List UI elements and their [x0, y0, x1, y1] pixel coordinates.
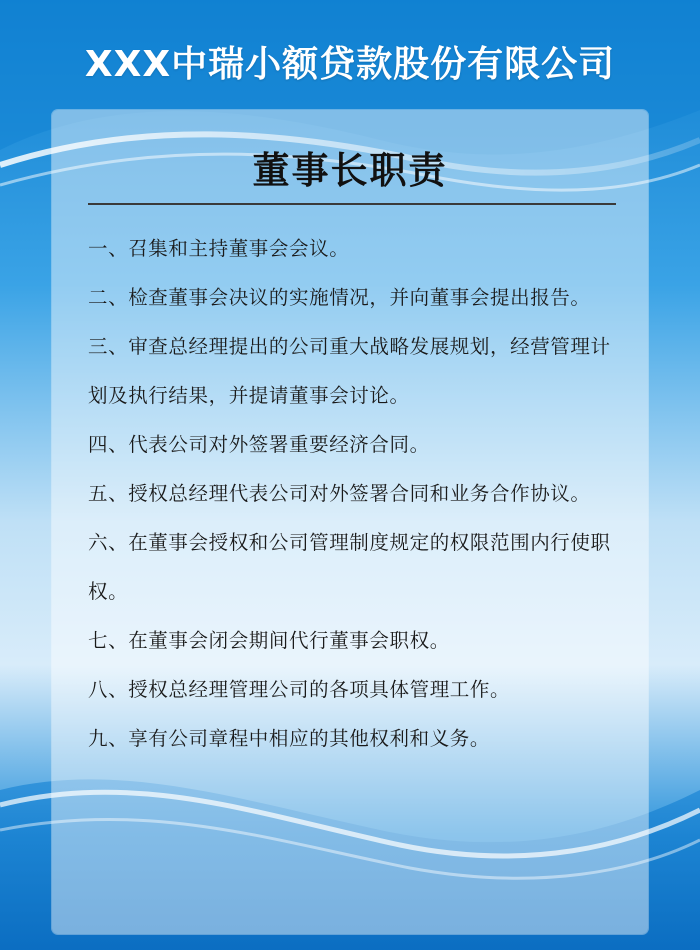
duty-item: 六、在董事会授权和公司管理制度规定的权限范围内行使职权。	[88, 531, 611, 603]
page-title: 董事长职责	[252, 149, 448, 192]
duty-item: 三、审查总经理提出的公司重大战略发展规划，经营管理计划及执行结果，并提请董事会讨论。	[88, 335, 611, 407]
duty-item: 一、召集和主持董事会会议。	[88, 237, 350, 260]
duties-list	[88, 224, 616, 763]
duty-item: 二、检查董事会决议的实施情况，并向董事会提出报告。	[88, 286, 591, 309]
title-divider	[88, 203, 616, 205]
duty-item: 四、代表公司对外签署重要经济合同。	[88, 433, 430, 456]
duty-item: 九、享有公司章程中相应的其他权利和义务。	[88, 727, 491, 750]
duty-item: 七、在董事会闭会期间代行董事会职权。	[88, 629, 450, 652]
duty-item: 八、授权总经理管理公司的各项具体管理工作。	[88, 678, 511, 701]
company-name: XXX中瑞小额贷款股份有限公司	[84, 44, 616, 85]
duty-item: 五、授权总经理代表公司对外签署合同和业务合作协议。	[88, 482, 591, 505]
